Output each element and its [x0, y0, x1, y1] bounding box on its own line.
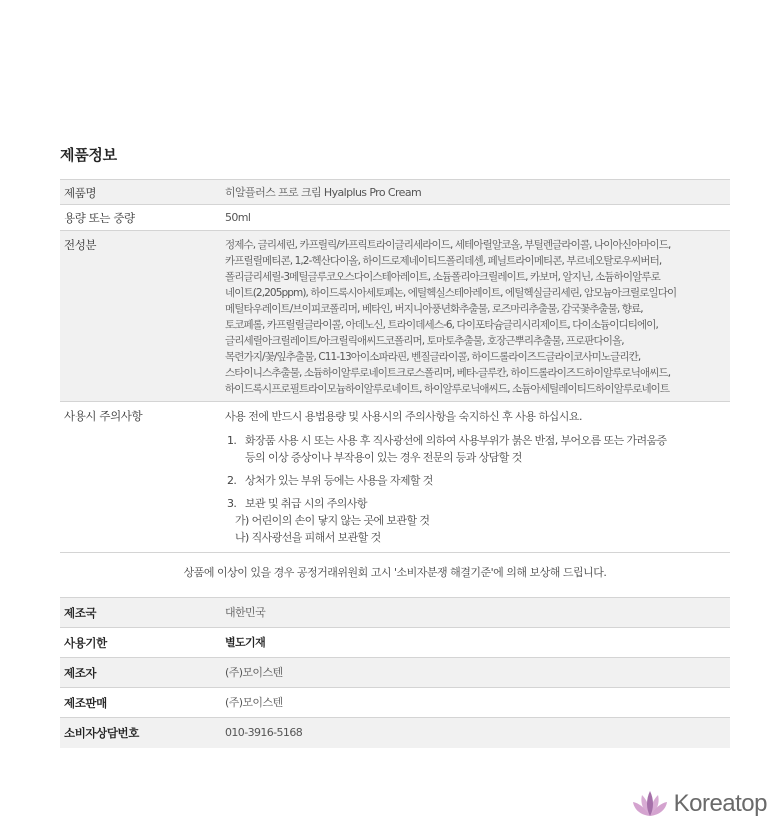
caution-sub-b: 나) 직사광선을 피해서 보관할 것	[235, 531, 381, 544]
ingredients-line: 스타이니스추출물, 소듐하이알루로네이트크로스폴리머, 베타-글루칸, 하이드롤라이즈드하이알루로닉애씨드,	[225, 367, 671, 379]
ingredients-line: 목련가지/꽃/잎추출물, C11-13아이소파라핀, 벤질글라이콜, 하이드롤라이즈드글라이코사미노글리칸,	[225, 351, 641, 363]
caution-item-3	[225, 495, 730, 512]
ingredients-line: 하이드록시프로필트라이모늄하이알루로네이트, 하이알루로닉애씨드, 소듐아세틸레이티드하이알루로네이트	[225, 383, 670, 395]
caution-item-2-text: 상처가 있는 부위 등에는 사용을 자제할 것	[245, 474, 433, 487]
volume-value: 50ml	[225, 211, 251, 224]
caution-item-number: 1.	[227, 434, 237, 447]
phone-value: 010-3916-5168	[225, 718, 730, 748]
section-heading: 제품정보	[60, 146, 117, 164]
row-seller	[60, 688, 730, 718]
lotus-icon	[632, 789, 668, 819]
seller-value: (주)모이스텐	[225, 696, 283, 709]
row-expiry	[60, 628, 730, 658]
ingredients-line: 네이트(2,205ppm), 하이드록시아세토페논, 에틸헥실스테아레이트, 에틸헥실글리세린, 암모늄아크릴로일다이	[225, 287, 677, 299]
caution-item-number: 2.	[227, 474, 237, 487]
row-product-name	[60, 179, 730, 205]
caution-label: 사용시 주의사항	[64, 409, 143, 423]
caution-item-1	[225, 432, 730, 466]
caution-item-1-line-1: 화장품 사용 시 또는 사용 후 직사광선에 의하여 사용부위가 붉은 반점, 부어오름 또는 가려움증	[245, 434, 667, 447]
caution-item-1-line-2: 등의 이상 증상이나 부작용이 있는 경우 전문의 등과 상담할 것	[245, 451, 522, 464]
expiry-value: 별도기재	[225, 636, 266, 649]
expiry-label: 사용기한	[64, 636, 107, 650]
caution-intro: 사용 전에 반드시 용법용량 및 사용시의 주의사항을 숙지하신 후 사용 하십시요.	[225, 410, 582, 423]
brand-watermark	[632, 788, 767, 820]
ingredients-line: 글리세릴아크릴레이트/아크릴릭애씨드코폴리머, 토마토추출물, 호장근뿌리추출물, 프로판다이올,	[225, 335, 624, 347]
row-ingredients	[60, 231, 730, 402]
caution-value	[225, 402, 730, 552]
origin-label: 제조국	[60, 598, 225, 627]
origin-value: 대한민국	[225, 598, 730, 627]
row-caution	[60, 402, 730, 553]
product-name-label: 제품명	[60, 180, 225, 204]
row-phone	[60, 718, 730, 748]
caution-item-number: 3.	[227, 497, 237, 510]
product-name-value: 히알플러스 프로 크림 Hyalplus Pro Cream	[225, 180, 730, 204]
caution-sub-a: 가) 어린이의 손이 닿지 않는 곳에 보관할 것	[235, 514, 430, 527]
ingredients-line: 카프릴릴메티콘, 1,2-헥산다이올, 하이드로제네이티드폴리데센, 페닐트라이메티콘, 부르네오탈로우씨버터,	[225, 255, 662, 267]
ingredients-label: 전성분	[60, 231, 225, 401]
maker-label: 제조자	[60, 658, 225, 687]
row-origin	[60, 598, 730, 628]
ingredients-line: 토코페롤, 카프릴릴글라이콜, 아데노신, 트라이데세스-6, 다이포타슘글리시리제이트, 다이소듐이디티에이,	[225, 319, 658, 331]
manufacturer-info-table	[60, 598, 730, 748]
maker-value: (주)모이스텐	[225, 658, 730, 687]
compensation-notice: 상품에 이상이 있을 경우 공정거래위원회 고시 '소비자분쟁 해결기준'에 의해 보상해 드립니다.	[60, 553, 730, 598]
caution-item-3-text: 보관 및 취급 시의 주의사항	[245, 497, 367, 510]
volume-label: 용량 또는 중량	[64, 211, 135, 225]
ingredients-line: 정제수, 글리세린, 카프릴릭/카프릭트라이글리세라이드, 세테아릴알코올, 부틸렌글라이콜, 나이아신아마이드,	[225, 239, 671, 251]
ingredients-line: 메틸타우레이트/브이피코폴리머, 베타인, 버지니아풍년화추출물, 로즈마리추출물, 감국꽃추출물, 향료,	[225, 303, 643, 315]
seller-label: 제조판매	[64, 696, 107, 710]
ingredients-line: 폴리글리세릴-3메틸글루코오스다이스테아레이트, 소듐폴리아크릴레이트, 카보머, 알지닌, 소듐하이알루로	[225, 271, 660, 283]
brand-name: Koreatop	[673, 790, 767, 817]
product-info-section	[60, 145, 730, 748]
row-volume	[60, 205, 730, 231]
ingredients-value	[225, 231, 730, 401]
row-maker	[60, 658, 730, 688]
caution-item-2	[225, 472, 730, 489]
phone-label: 소비자상담번호	[60, 718, 225, 748]
